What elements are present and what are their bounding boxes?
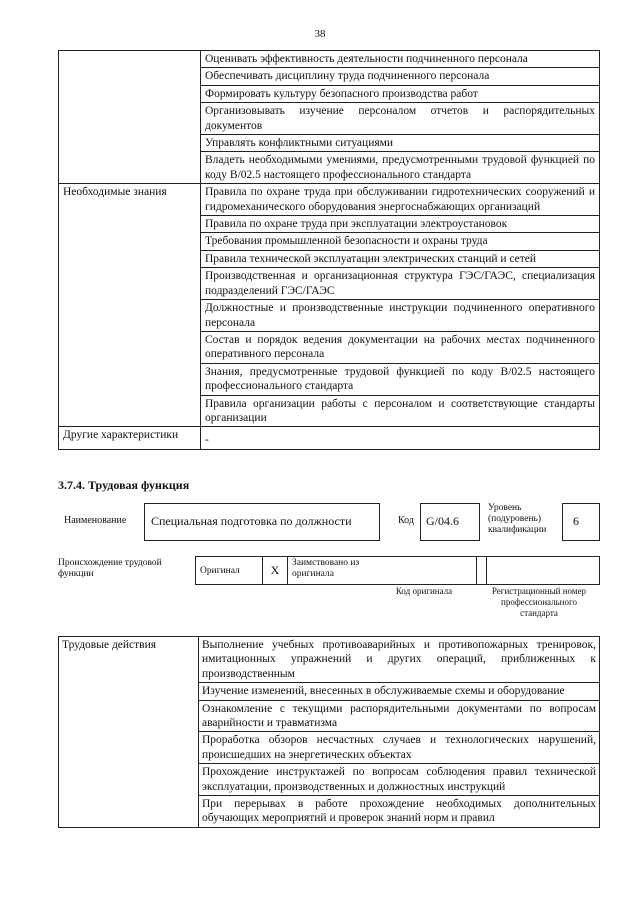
origin-table [195,556,600,585]
knowledge-item: Состав и порядок ведения документации на рабочих местах подчиненного оперативного персонала [201,331,600,363]
reg-number-cell [487,557,600,585]
skill-item: Обеспечивать дисциплину труда подчиненного персонала [201,68,600,85]
skill-item: Оценивать эффективность деятельности подчиненного персонала [201,51,600,68]
labor-action-item: Проработка обзоров несчастных случаев и технологических нарушений, происшедших на энергетических объектах [199,732,600,764]
reg-number-caption-line: стандарта [520,608,558,618]
labor-action-item: Ознакомление с текущими распорядительными документами по вопросам аварийности и травматизма [199,700,600,732]
borrowed-label-line: оригинала [292,569,334,579]
skill-item: Владеть необходимыми умениями, предусмотренными трудовой функцией по коду В/02.5 настоящего профессионального стандарта [201,152,600,184]
knowledge-item: Должностные и производственные инструкции подчиненного оперативного персонала [201,300,600,332]
section-heading: 3.7.4. Трудовая функция [58,478,190,492]
knowledge-label: Необходимые знания [59,184,201,427]
level-label-line: Уровень [488,503,522,513]
name-value-box [144,503,380,541]
knowledge-item: Правила по охране труда при обслуживании гидротехнических сооружений и гидромеханического оборудования энергоснабжающих организаций [201,184,600,216]
code-value: G/04.6 [426,514,459,528]
skills-continued-label-cell [59,51,201,184]
level-value-box [562,503,600,541]
skill-item: Организовывать изучение персоналом отчетов и распорядительных документов [201,103,600,135]
code-value-box [420,503,480,541]
level-label-line: (подуровень) [488,514,542,524]
knowledge-item: Производственная и организационная структура ГЭС/ГАЭС, специализация подразделений ГЭС/ГАЭС [201,268,600,300]
level-label [488,503,546,536]
other-characteristics-label: Другие характеристики [59,427,201,449]
knowledge-item: Правила по охране труда при эксплуатации электроустановок [201,216,600,233]
skill-item: Формировать культуру безопасного производства работ [201,85,600,102]
origin-label-line: Происхождение трудовой [58,558,162,568]
code-label: Код [398,515,414,526]
knowledge-item: Требования промышленной безопасности и охраны труда [201,233,600,250]
borrowed-label [288,557,477,585]
level-value: 6 [573,514,579,528]
origin-label-line: функции [58,569,94,579]
knowledge-item: Знания, предусмотренные трудовой функцией по коду В/02.5 настоящего профессионального стандарта [201,363,600,395]
knowledge-item: Правила организации работы с персоналом и соответствующие стандарты организации [201,395,600,427]
original-mark: X [263,557,288,585]
labor-action-item: Выполнение учебных противоаварийных и противопожарных тренировок, имитационных упражнений и других операций, приближенных к производственным [199,637,600,683]
other-characteristics-value: - [201,427,600,449]
reg-number-caption-line: Регистрационный номер [491,586,587,596]
borrowed-label-line: Заимствовано из [292,558,360,568]
reg-number-caption-line: профессионального [501,597,577,607]
name-value: Специальная подготовка по должности [151,514,352,528]
skill-item: Управлять конфликтными ситуациями [201,135,600,152]
labor-action-item: При перерывах в работе прохождение необходимых дополнительных обучающих мероприятий и проверок знаний норм и правил [199,796,600,828]
skills-knowledge-table [58,50,600,450]
level-label-line: квалификации [488,525,547,535]
name-label: Наименование [64,515,127,526]
code-original-cell [477,557,487,585]
labor-actions-table [58,636,600,828]
labor-action-item: Прохождение инструктажей по вопросам соблюдения правил технической эксплуатации, производственных и должностных инструкций [199,764,600,796]
reg-number-caption [476,586,602,619]
origin-label [58,558,162,580]
labor-actions-label: Трудовые действия [59,637,199,828]
original-label: Оригинал [196,557,263,585]
page-number: 38 [314,28,326,40]
labor-action-item: Изучение изменений, внесенных в обслуживаемые схемы и оборудование [199,683,600,700]
code-original-caption: Код оригинала [395,586,453,596]
knowledge-item: Правила технической эксплуатации электрических станций и сетей [201,250,600,267]
